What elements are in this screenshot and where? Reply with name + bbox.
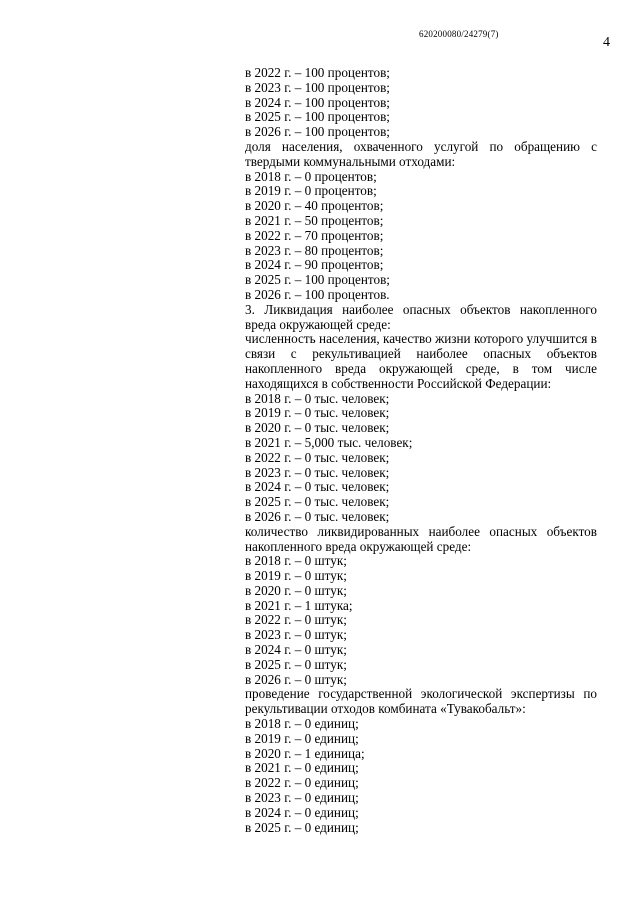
list-item: в 2022 г. – 0 единиц; <box>245 775 359 791</box>
list-item: в 2018 г. – 0 тыс. человек; <box>245 390 390 406</box>
list-item: в 2025 г. – 100 процентов; <box>245 272 390 288</box>
list-item: в 2025 г. – 0 штук; <box>245 656 347 672</box>
document-code: 620200080/24279(7) <box>419 29 499 39</box>
list-item: в 2021 г. – 0 единиц; <box>245 760 359 776</box>
paragraph-population-quality: численность населения, качество жизни которого улучшится в связи с рекультивацией наиболее опасных объектов накопленного вреда окружающей среде, в том числе находящихся в собственности Российской Федерации: <box>245 331 597 391</box>
list-item: в 2025 г. – 100 процентов; <box>245 109 390 125</box>
year-list-state-expertise <box>245 717 597 835</box>
list-item: в 2022 г. – 0 штук; <box>245 612 347 628</box>
list-item: в 2019 г. – 0 процентов; <box>245 183 377 199</box>
list-item: в 2018 г. – 0 штук; <box>245 553 347 569</box>
list-item: в 2024 г. – 90 процентов; <box>245 257 384 273</box>
list-item: в 2024 г. – 100 процентов; <box>245 94 390 110</box>
list-item: в 2021 г. – 5,000 тыс. человек; <box>245 434 413 450</box>
list-item: в 2023 г. – 0 единиц; <box>245 790 359 806</box>
list-item: в 2026 г. – 0 тыс. человек; <box>245 508 390 524</box>
document-body <box>245 66 597 835</box>
year-list-liquidated-objects <box>245 554 597 687</box>
list-item: в 2025 г. – 0 тыс. человек; <box>245 494 390 510</box>
list-item: в 2023 г. – 100 процентов; <box>245 79 390 95</box>
list-item: в 2022 г. – 100 процентов; <box>245 65 390 80</box>
year-list-population-quality <box>245 392 597 525</box>
year-list-services <box>245 66 597 140</box>
page-number: 4 <box>603 35 610 50</box>
list-item: в 2021 г. – 50 процентов; <box>245 212 384 228</box>
list-item: в 2018 г. – 0 единиц; <box>245 716 359 732</box>
list-item: в 2020 г. – 1 единица; <box>245 745 365 761</box>
list-item: в 2019 г. – 0 тыс. человек; <box>245 405 390 421</box>
paragraph-state-expertise: проведение государственной экологической экспертизы по рекультивации отходов комбината «Тувакобальт»: <box>245 686 597 717</box>
list-item: в 2024 г. – 0 тыс. человек; <box>245 479 390 495</box>
section-heading-liquidation: 3. Ликвидация наиболее опасных объектов накопленного вреда окружающей среде: <box>245 301 597 332</box>
list-item: в 2018 г. – 0 процентов; <box>245 168 377 184</box>
list-item: в 2023 г. – 80 процентов; <box>245 242 384 258</box>
list-item: в 2024 г. – 0 единиц; <box>245 804 359 820</box>
list-item: в 2024 г. – 0 штук; <box>245 642 347 658</box>
list-item: в 2019 г. – 0 единиц; <box>245 730 359 746</box>
list-item: в 2020 г. – 0 штук; <box>245 582 347 598</box>
paragraph-population-share: доля населения, охваченного услугой по обращению с твердыми коммунальными отходами: <box>245 138 597 169</box>
list-item: в 2020 г. – 40 процентов; <box>245 198 384 214</box>
list-item: в 2026 г. – 0 штук; <box>245 671 347 687</box>
year-list-population-share <box>245 170 597 303</box>
list-item: в 2019 г. – 0 штук; <box>245 568 347 584</box>
paragraph-liquidated-objects: количество ликвидированных наиболее опасных объектов накопленного вреда окружающей среде: <box>245 523 597 554</box>
list-item: в 2023 г. – 0 тыс. человек; <box>245 464 390 480</box>
list-item: в 2025 г. – 0 единиц; <box>245 819 359 835</box>
list-item: в 2022 г. – 0 тыс. человек; <box>245 449 390 465</box>
list-item: в 2021 г. – 1 штука; <box>245 597 353 613</box>
list-item: в 2026 г. – 100 процентов. <box>245 286 390 302</box>
list-item: в 2026 г. – 100 процентов; <box>245 124 390 140</box>
list-item: в 2020 г. – 0 тыс. человек; <box>245 420 390 436</box>
list-item: в 2023 г. – 0 штук; <box>245 627 347 643</box>
list-item: в 2022 г. – 70 процентов; <box>245 227 384 243</box>
